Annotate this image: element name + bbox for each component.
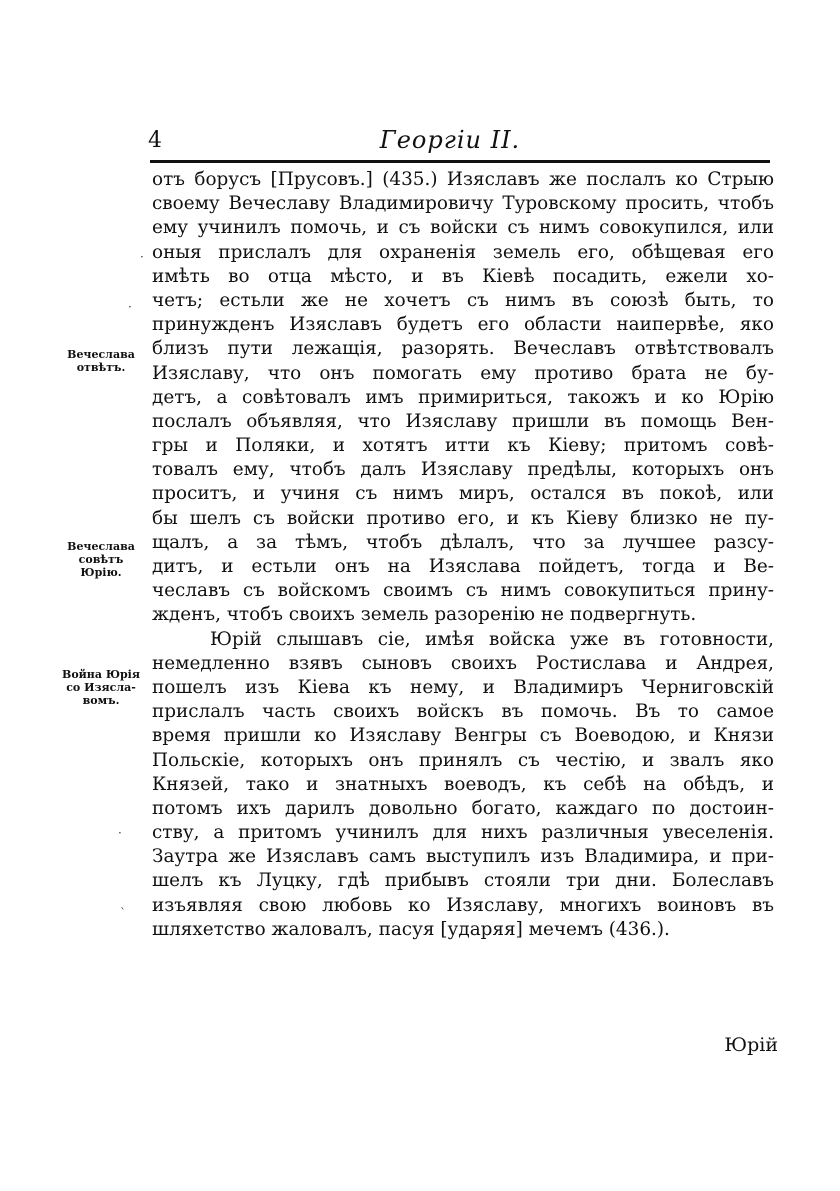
text-line: оныя прислалъ для охраненiя земель его, обѣщевая его	[152, 241, 774, 263]
text-line: дитъ, и естьли онъ на Изяслава пойдетъ, тогда и Ве-	[152, 556, 774, 577]
text-line: детъ, а совѣтовалъ имъ примириться, такожъ и ко Юрiю	[152, 386, 774, 408]
text-line: жденъ, чтобъ своихъ земель разоренiю не подвергнуть.	[152, 604, 697, 626]
text-line: время пришли ко Изяславу Венгры съ Воеводою, и Князи	[152, 725, 774, 747]
margin-note-2	[58, 540, 144, 579]
ink-speck: ·	[140, 250, 144, 264]
ink-speck: ·	[118, 826, 122, 840]
text-line: Князей, тако и знатныхъ воеводъ, къ себѣ на обѣдъ, и	[152, 773, 774, 795]
text-line: отъ борусъ [Прусовъ.] (435.) Изяславъ же послалъ ко Стрыю	[152, 169, 774, 190]
text-line: своему Вечеславу Владимировичу Туровскому просить, чтобъ	[152, 193, 774, 215]
text-line: шляхетство жаловалъ, пасуя [ударяя] мечемъ (436.).	[152, 918, 670, 940]
header-rule	[150, 160, 770, 163]
text-line: послалъ объявляя, что Изяславу пришли въ помощь Вен-	[152, 410, 774, 432]
text-line: Юрiй слышавъ сiе, имѣя войска уже въ готовности,	[210, 628, 774, 650]
margin-note-line: Война Юрiя	[62, 668, 140, 681]
text-line: товалъ ему, чтобъ далъ Изяславу предѣлы, которыхъ онъ	[152, 459, 774, 481]
text-line: Польскiе, которыхъ онъ принялъ съ честiю, и звалъ яко	[152, 749, 774, 771]
catchword: Юрiй	[724, 1034, 778, 1056]
text-line: пошелъ изъ Кiева къ нему, и Владимиръ Черниговскiй	[152, 676, 774, 698]
text-line: принужденъ Изяславъ будетъ его области наипервѣе, яко	[152, 314, 774, 336]
ink-speck: `	[120, 906, 126, 920]
text-line: гры и Поляки, и хотятъ итти къ Кiеву; притомъ совѣ-	[152, 435, 774, 457]
ink-speck: ·	[128, 300, 132, 314]
text-line: проситъ, и учиня съ нимъ миръ, остался въ покоѣ, или	[152, 483, 774, 505]
margin-note-3	[58, 668, 144, 707]
text-line: имѣть во отца мѣсто, и въ Кiевѣ посадить, ежели хо-	[152, 265, 774, 287]
text-line: ству, а притомъ учинилъ для нихъ различныя увеселенiя.	[152, 822, 774, 844]
text-line: чеславъ съ войскомъ своимъ съ нимъ совокупиться прину-	[152, 580, 774, 602]
text-line: шелъ къ Луцку, гдѣ прибывъ стояли три дни. Болеславъ	[152, 870, 774, 892]
text-line: немедленно взявъ сыновъ своихъ Ростислава и Андрея,	[152, 652, 774, 674]
text-line: четъ; естьли же не хочетъ съ нимъ въ союзѣ быть, то	[152, 289, 774, 311]
margin-note-line: отвѣтъ.	[76, 361, 126, 374]
margin-note-1	[58, 348, 144, 374]
text-line: прислалъ часть своихъ войскъ въ помочь. Въ то самое	[152, 701, 774, 723]
margin-note-line: Вечеслава	[67, 348, 135, 361]
text-line: Заутра же Изяславъ самъ выступилъ изъ Владимира, и при-	[152, 846, 774, 868]
margin-note-line: Юрiю.	[80, 566, 122, 579]
margin-note-line: совѣтъ	[78, 553, 124, 566]
margin-note-line: со Изясла-	[66, 681, 136, 694]
text-line: изъявляя свою любовь ко Изяславу, многихъ воиновъ въ	[152, 894, 774, 916]
body-text	[152, 168, 774, 942]
running-title: Георгiи II.	[379, 126, 521, 154]
margin-note-line: Вечеслава	[67, 540, 135, 553]
text-line: Изяславу, что онъ помогать ему противо брата не бу-	[152, 362, 774, 384]
page-number: 4	[148, 128, 162, 153]
text-line: ему учинилъ помочь, и съ войски съ нимъ совокупился, или	[152, 217, 774, 239]
text-line: близъ пути лежащiя, разорять. Вечеславъ отвѣтствовалъ	[152, 338, 774, 360]
text-line: щалъ, а за тѣмъ, чтобъ дѣлалъ, что за лучшее разсу-	[152, 531, 774, 553]
text-line: потомъ ихъ дарилъ довольно богато, каждаго по достоин-	[152, 797, 774, 819]
text-line: бы шелъ съ войски противо его, и къ Кiеву близко не пу-	[152, 507, 774, 529]
margin-note-line: вомъ.	[82, 694, 120, 707]
